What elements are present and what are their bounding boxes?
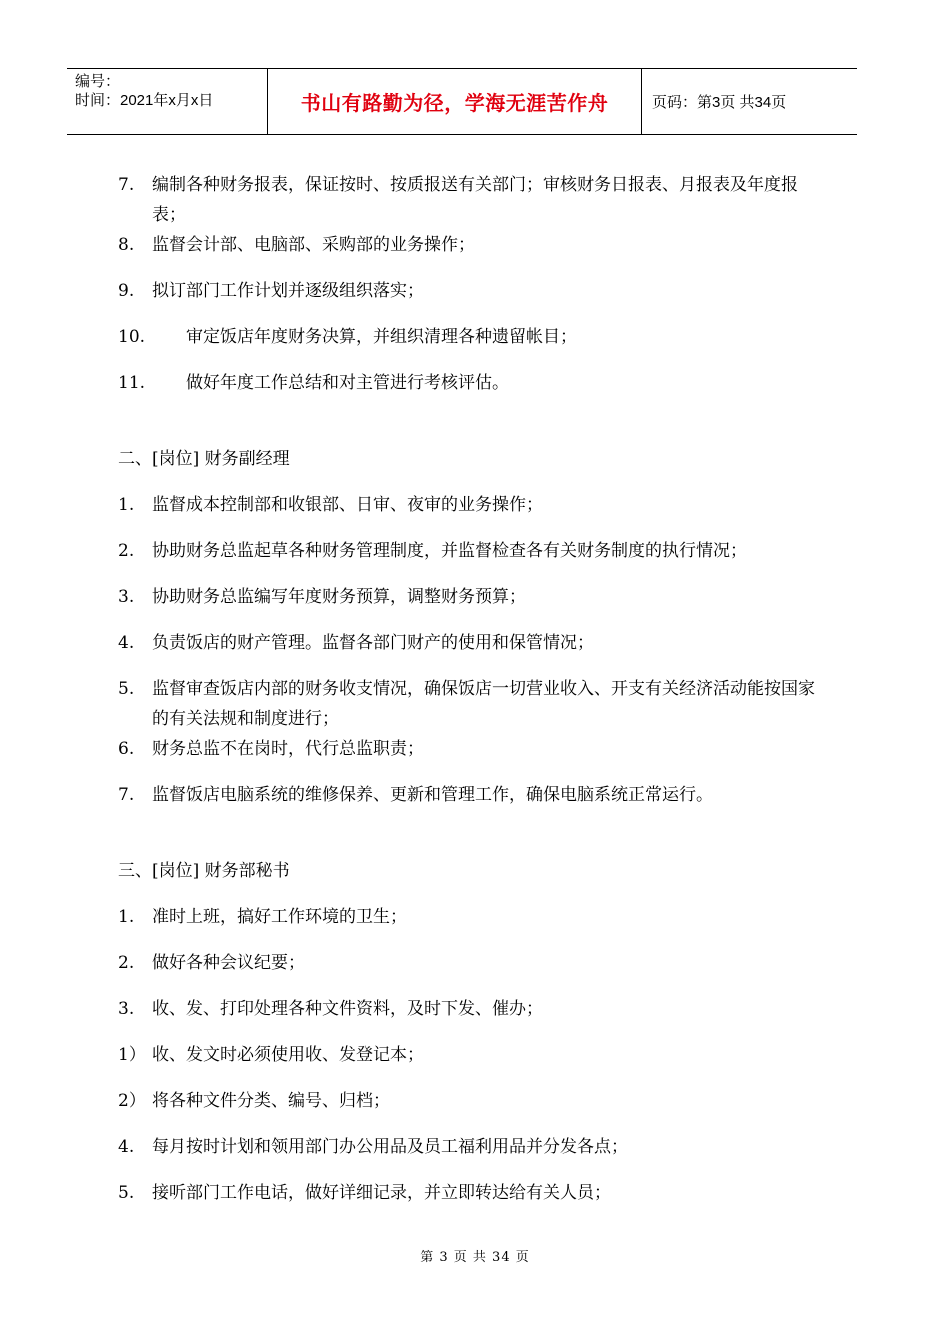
item-number: 4.: [118, 1137, 135, 1157]
item-number: 1）: [118, 1045, 146, 1065]
item-text: 监督审查饭店内部的财务收支情况，确保饭店一切营业收入、开支有关经济活动能按国家的有关法规和制度进行；: [152, 679, 815, 729]
item-number: 1.: [118, 495, 135, 515]
item-text: 拟订部门工作计划并逐级组织落实；: [152, 281, 424, 301]
list-item: [118, 536, 818, 566]
list-item: [118, 902, 818, 932]
item-text: 做好年度工作总结和对主管进行考核评估。: [186, 373, 509, 393]
section-title: 三、[岗位] 财务部秘书: [118, 861, 290, 881]
header-page-number: 页码：第3页 共34页: [652, 94, 787, 111]
item-text: 每月按时计划和领用部门办公用品及员工福利用品并分发各点；: [152, 1137, 628, 1157]
item-text: 编制各种财务报表，保证按时、按质报送有关部门；审核财务日报表、月报表及年度报表；: [152, 175, 798, 225]
item-number: 7.: [118, 785, 135, 805]
item-text: 监督饭店电脑系统的维修保养、更新和管理工作，确保电脑系统正常运行。: [152, 785, 713, 805]
list-item: [118, 628, 818, 658]
item-text: 做好各种会议纪要；: [152, 953, 305, 973]
list-item: [118, 170, 818, 230]
page-header: [67, 68, 857, 135]
document-body: [118, 170, 818, 1208]
list-item: [118, 1132, 818, 1162]
item-number: 2.: [118, 541, 135, 561]
item-number: 3.: [118, 999, 135, 1019]
list-item: [118, 322, 818, 352]
item-number: 2.: [118, 953, 135, 973]
item-text: 负责饭店的财产管理。监督各部门财产的使用和保管情况；: [152, 633, 594, 653]
item-number: 5.: [118, 1183, 135, 1203]
item-text: 接听部门工作电话，做好详细记录，并立即转达给有关人员；: [152, 1183, 611, 1203]
section-title: 二、[岗位] 财务副经理: [118, 449, 290, 469]
list-item: [118, 490, 818, 520]
list-item: [118, 948, 818, 978]
item-number: 11.: [118, 373, 146, 393]
item-number: 1.: [118, 907, 135, 927]
item-text: 收、发、打印处理各种文件资料，及时下发、催办；: [152, 999, 543, 1019]
list-item: [118, 780, 818, 810]
list-item: [118, 994, 818, 1024]
list-item: [118, 230, 818, 260]
item-text: 准时上班，搞好工作环境的卫生；: [152, 907, 407, 927]
item-number: 7.: [118, 175, 135, 195]
item-number: 9.: [118, 281, 135, 301]
list-item: [118, 582, 818, 612]
item-text: 监督成本控制部和收银部、日审、夜审的业务操作；: [152, 495, 543, 515]
item-number: 4.: [118, 633, 135, 653]
item-number: 2）: [118, 1091, 146, 1111]
doc-time-label: 时间：2021年x月x日: [75, 92, 214, 109]
item-text: 收、发文时必须使用收、发登记本；: [152, 1045, 424, 1065]
item-text: 协助财务总监编写年度财务预算，调整财务预算；: [152, 587, 526, 607]
item-text: 审定饭店年度财务决算，并组织清理各种遗留帐目；: [186, 327, 577, 347]
page-footer: 第 3 页 共 34 页: [420, 1250, 530, 1265]
list-item: [118, 1178, 818, 1208]
list-item: [118, 734, 818, 764]
header-motto: 书山有路勤为径，学海无涯苦作舟: [268, 69, 642, 134]
header-meta: [67, 69, 268, 134]
list-item: [118, 1040, 818, 1070]
item-number: 6.: [118, 739, 135, 759]
item-text: 将各种文件分类、编号、归档；: [152, 1091, 390, 1111]
item-text: 财务总监不在岗时，代行总监职责；: [152, 739, 424, 759]
item-number: 5.: [118, 679, 135, 699]
item-number: 3.: [118, 587, 135, 607]
list-item: [118, 368, 818, 398]
list-item: [118, 276, 818, 306]
list-item: [118, 1086, 818, 1116]
doc-number-label: 编号：: [75, 73, 121, 90]
list-item: [118, 674, 818, 734]
item-number: 10.: [118, 327, 146, 347]
item-text: 协助财务总监起草各种财务管理制度，并监督检查各有关财务制度的执行情况；: [152, 541, 747, 561]
item-number: 8.: [118, 235, 135, 255]
item-text: 监督会计部、电脑部、采购部的业务操作；: [152, 235, 475, 255]
